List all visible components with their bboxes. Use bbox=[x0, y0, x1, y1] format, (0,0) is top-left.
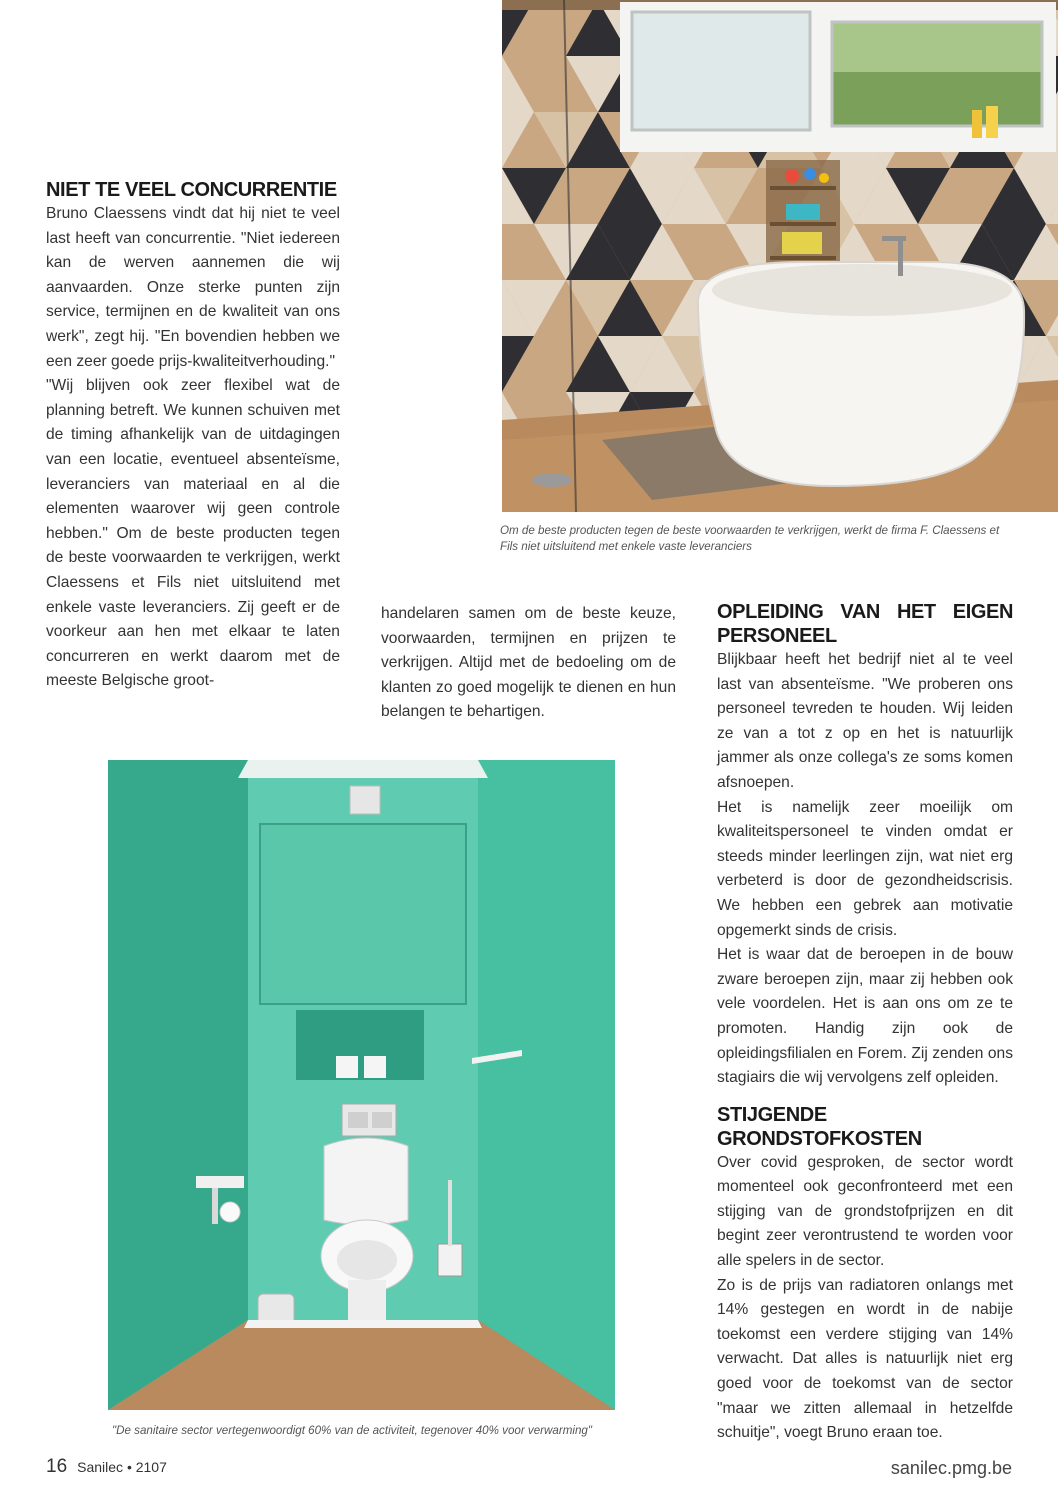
heading-training: OPLEIDING VAN HET EIGEN PERSONEEL bbox=[717, 601, 1013, 647]
left-paragraph-2: "Wij blijven ook zeer flexibel wat de planning betreft. We kunnen schuiven met de timing afhankelijk van de uitdagingen van een locatie, eventueel absenteïsme, leveranciers van materiaal en al die elementen waarover wij geen controle hebben." Om de beste producten tegen de beste voorwaarden te verkrijgen, werkt Claessens et Fils niet uitsluitend met enkele vaste leveranciers. Zij geeft er de voorkeur aan hen met elkaar te laten concurreren en werkt daarom met de meeste Belgische groot- bbox=[46, 377, 340, 690]
heading-competition: NIET TE VEEL CONCURRENTIE bbox=[46, 179, 337, 201]
left-paragraph-1: Bruno Claessens vindt dat hij niet te veel last heeft van concurrentie. "Niet iedereen kan de werven aannemen die wij aanvaarden. Onze sterke punten zijn service, termijnen en de kwaliteit van ons werk", zegt hij. "En bovendien hebben we een zeer goede prijs-kwaliteitverhouding." bbox=[46, 205, 340, 370]
magazine-issue: Sanilec • 2107 bbox=[77, 1459, 167, 1475]
bathroom-photo bbox=[502, 0, 1058, 512]
middle-column bbox=[381, 602, 676, 725]
toilet-photo-caption: "De sanitaire sector vertegenwoordigt 60% van de activiteit, tegenover 40% voor verwarming" bbox=[112, 1424, 592, 1437]
page-number: 16 bbox=[46, 1456, 68, 1477]
footer-left bbox=[46, 1456, 167, 1478]
right-paragraph-1: Blijkbaar heeft het bedrijf niet al te veel last van absenteïsme. "We proberen ons personeel tevreden te houden. Wij leiden ze van a tot z op en het is natuurlijk jammer als onze collega's ze soms komen afsnoepen. bbox=[717, 651, 1013, 791]
toilet-photo bbox=[108, 760, 615, 1410]
left-column bbox=[46, 178, 340, 694]
website-url[interactable]: sanilec.pmg.be bbox=[890, 1458, 1012, 1478]
bathroom-photo-caption: Om de beste producten tegen de beste voorwaarden te verkrijgen, werkt de firma F. Claessens et Fils niet uitsluitend met enkele vaste leveranciers bbox=[500, 524, 1000, 553]
right-column bbox=[717, 600, 1013, 1446]
right-paragraph-4: Over covid gesproken, de sector wordt momenteel ook geconfronteerd met een stijging van de grondstofprijzen en dit begint zeer verontrustend te worden voor alle spelers in de sector. bbox=[717, 1153, 1013, 1270]
right-paragraph-5: Zo is de prijs van radiatoren onlangs met 14% gestegen en wordt in de nabije toekomst een verdere stijging van 14% verwacht. Dat alles is natuurlijk niet erg goed voor de toekomst van de sector "maar we zitten allemaal in hetzelfde schuitje", voegt Bruno eraan toe. bbox=[717, 1276, 1013, 1442]
right-paragraph-2: Het is namelijk zeer moeilijk om kwaliteitspersoneel te vinden omdat er steeds minder leerlingen zijn, wat niet erg verbeterd is door de gezondheidscrisis. We hebben een gebrek aan motivatie opgemerkt sinds de crisis. bbox=[717, 798, 1013, 939]
heading-raw-material-costs: STIJGENDE GRONDSTOFKOSTEN bbox=[717, 1103, 922, 1150]
middle-paragraph: handelaren samen om de beste keuze, voorwaarden, termijnen en prijzen te verkrijgen. Altijd met de bedoeling om de klanten zo goed mogelijk te dienen en hun belangen te behartigen. bbox=[381, 605, 676, 721]
right-paragraph-3: Het is waar dat de beroepen in de bouw zware beroepen zijn, maar zij hebben ook vele voordelen. Het is aan ons om ze te promoten. Handig zijn ook de opleidingsfilialen en Forem. Zij zenden ons stagiairs die wij vervolgens zelf opleiden. bbox=[717, 946, 1013, 1087]
